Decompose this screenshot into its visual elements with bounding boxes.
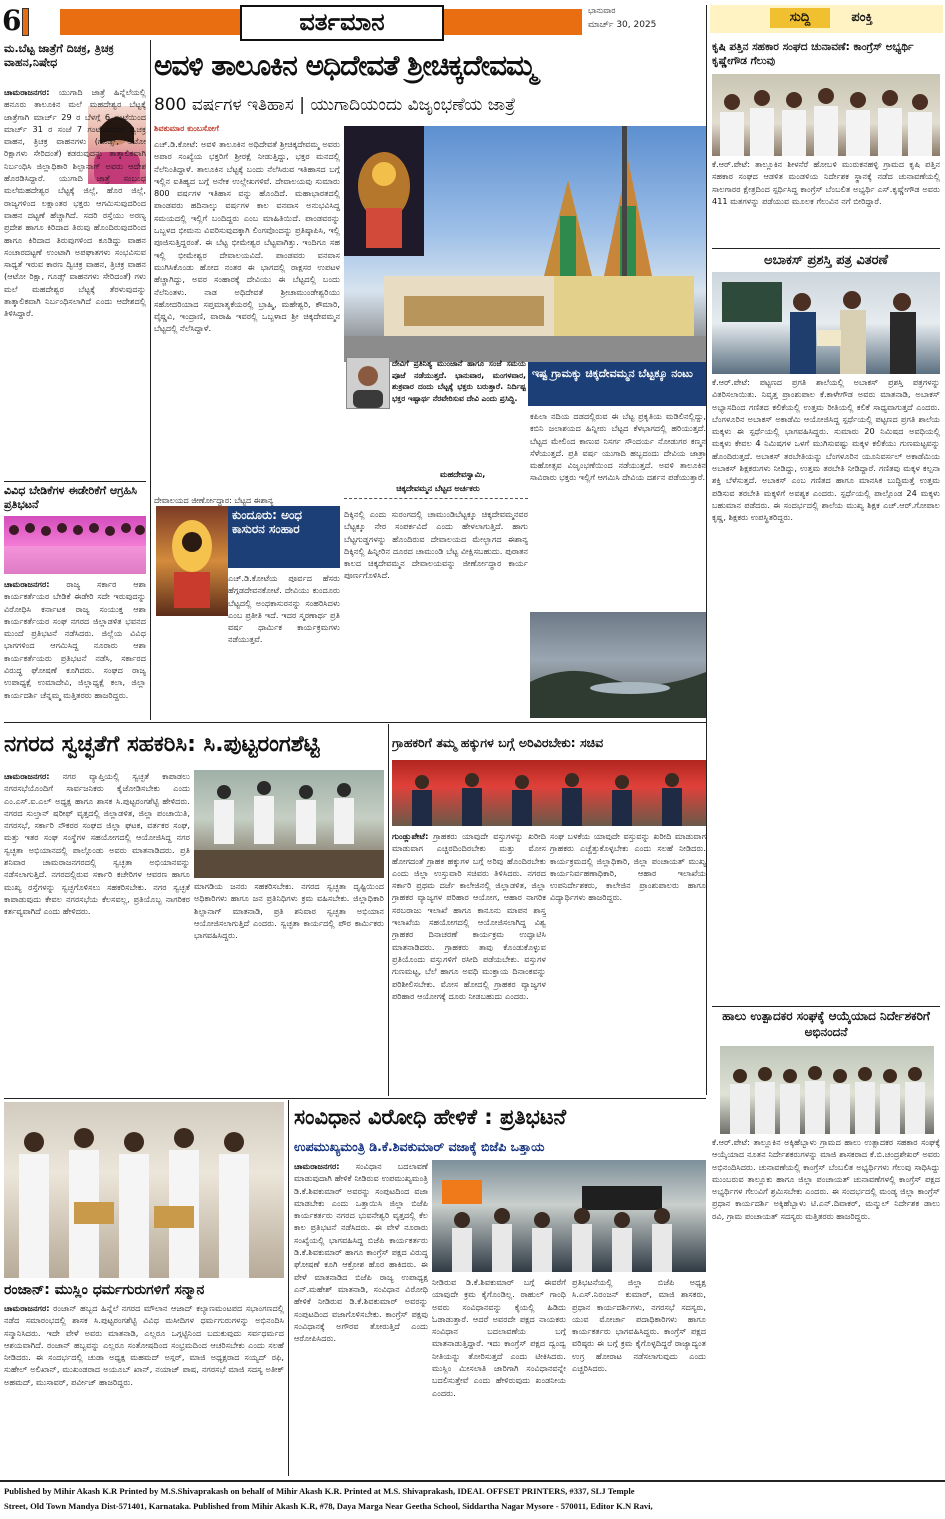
bottom-left-caption: ರಂಜಾನ್: ಮುಸ್ಲಿಂ ಧರ್ಮಗುರುಗಳಿಗೆ ಸನ್ಮಾನ <box>4 1282 205 1298</box>
left-story2-headline: ವಿವಿಧ ಬೇಡಿಕೆಗಳ ಈಡೇರಿಕೆಗೆ ಆಗ್ರಹಿಸಿ ಪ್ರತಿಭಟನೆ <box>4 484 137 511</box>
right-story2-photo <box>712 272 940 374</box>
right-story3-body: ಕೆ.ಆರ್.ಪೇಟೆ: ತಾಲ್ಲೂಕಿನ ಅಕ್ಕಿಹೆಬ್ಬಾಳು ಗ್ರಾಮದ ಹಾಲು ಉತ್ಪಾದಕರ ಸಹಕಾರ ಸಂಘಕ್ಕೆ ಆಯ್ಕೆಯಾದ ನೂತನ ನಿರ್ದೇಶಕರುಗಳನ್ನು ಮಾಜಿ ಶಾಸಕರಾದ ಕೆ.ಬಿ.ಚಂದ್ರಶೇಖರ್ ಅವರು ಅಭಿನಂದಿಸಿದರು. ಚುನಾವಣೆಯಲ್ಲಿ ಕಾಂಗ್ರೆಸ್ ಬೆಂಬಲಿತ ಅಭ್ಯರ್ಥಿಗಳು ಗೆಲುವು ಸಾಧಿಸಿದ್ದು ಮುಂಬರುವ ತಾಲ್ಲೂಕು ಹಾಗೂ ಜಿಲ್ಲಾ ಪಂಚಾಯತ್ ಚುನಾವಣೆಗಳಲ್ಲಿ ಕಾಂಗ್ರೆಸ್ ಪಕ್ಷದ ಅಭ್ಯರ್ಥಿಗಳ ಗೆಲುವಿಗೆ ಶ್ರಮಿಸಬೇಕು ಎಂದರು. ಈ ಸಂದರ್ಭದಲ್ಲಿ ಮಂಡ್ಯ ಜಿಲ್ಲಾ ಕಾಂಗ್ರೆಸ್ ಪ್ರಧಾನ ಕಾರ್ಯದರ್ಶಿ ಅಕ್ಕಿಹೆಬ್ಬಾಳು ಟಿ.ಎನ್.ದಿವಾಕರ್, ಮನ್ಮುಲ್ ನಿರ್ದೇಶಕ ಡಾಲು ರವಿ, ಗ್ರಾಮ ಪಂಚಾಯತ್ ಸದಸ್ಯರು ಮತ್ತಿತರರು ಹಾಜರಿದ್ದರು. <box>712 1137 940 1221</box>
left-story1-dateline: ಚಾಮರಾಜನಗರ: <box>4 87 50 97</box>
bottom-left-dateline: ಚಾಮರಾಜನಗರ: <box>4 1303 50 1313</box>
mid-headline-right: ಗ್ರಾಹಕರಿಗೆ ತಮ್ಮ ಹಕ್ಕುಗಳ ಬಗ್ಗೆ ಅರಿವಿರಬೇಕು: ಸಚಿವ <box>392 735 604 750</box>
lead-col1-text: ಎಚ್.ಡಿ.ಕೋಟೆ: ಅವಳಿ ತಾಲೂಕಿನ ಅಧಿದೇವತೆ ಶ್ರೀಚಿಕ್ಕದೇವಮ್ಮ ಅವರು ಅಪಾರ ಸಂಖ್ಯೆಯ ಭಕ್ತರಿಗೆ ಶ್ರೀರಕ್ಷೆ ನೀಡುತ್ತಿದ್ದು, ಭಕ್ತರ ಮನದಲ್ಲಿ ನೆಲೆನಿಂತಿದ್ದಾಳೆ. ತಾಲೂಕಿನ ಬೆಟ್ಟಕ್ಕೆ ಬಂದು ನೆಲೆಸಿರುವ ಇತಿಹಾಸದ ಬಗ್ಗೆ ಇಲ್ಲಿನ ಐತಿಹ್ಯದ ಬಗ್ಗೆ ಅನೇಕ ಉಲ್ಲೇಖಗಳಿವೆ. ದೇವಾಲಯವು ಸುಮಾರು 800 ವರ್ಷಗಳ ಇತಿಹಾಸ ವನ್ನು ಹೊಂದಿದೆ. ಮಹಾಭಾರತದಲ್ಲಿ ಪಾಂಡವರು ಹದಿನಾಲ್ಕು ವರ್ಷಗಳ ಕಾಲ ವನವಾಸ ಅನುಭವಿಸಿದ್ದ ಸಮಯದಲ್ಲಿ ಇಲ್ಲಿಗೆ ಬಂದಿದ್ದರು ಎಂಬ ಮಾಹಿತಿಯಿದೆ. ಪಾಂಡವರನ್ನು ಒಬ್ಬಳದ ಭೀಮನು ವಿವರಿಸುವುದಕ್ಕಾಗಿ ಲಿಂಗವೊಂದನ್ನು ಪ್ರತಿಷ್ಠಾಪಿಸಿ, ಇಲ್ಲಿ ಪೂಜಿಸುತ್ತಿದ್ದರಂತೆ. ಈ ಬೆಟ್ಟ ಭೀಮೇಶ್ವರ ಬೆಟ್ಟವಾಗಿತ್ತು. ಇಂದಿಗೂ ಸಹ ಇಲ್ಲಿ ಭೀಮೇಶ್ವರ ದೇವಾಲಯವಿದೆ. ಪಾಂಡವರು ವನವಾಸ ಮುಗಿಸಿಕೊಂಡು ಹೋದ ನಂತರ ಈ ಭಾಗದಲ್ಲಿ ರಾಕ್ಷಸರ ಉಪಟಳ ಹೆಚ್ಚಾಗಿದ್ದು, ಅವರ ಸಂಹಾರಕ್ಕೆ ದೇವಿಯು ಈ ಬೆಟ್ಟದಲ್ಲಿ ಬಂದು ನೆಲೆನಿಂತಳು. ನಾಡ ಅಧಿದೇವತೆ ಶ್ರೀಚಾಮುಂಡೇಶ್ವರಿಯು ಸಹೋದರಿಯಾದ ಸಪ್ತಮಾತೃಕೆಯರಲ್ಲಿ ಬ್ರಾಹ್ಮಿ, ಮಹೇಶ್ವರಿ, ಕೌಮಾರಿ, ವೈಷ್ಣವಿ, ಇಂದ್ರಾಣಿ, ವಾರಾಹಿ ಇವರಲ್ಲಿ ಒಬ್ಬಳಾದ ಶ್ರೀ ಚಿಕ್ಕದೇವಮ್ಮನ ಬೆಟ್ಟದಲ್ಲಿ ನೆಲೆಸಿದ್ದಾಳೆ. <box>154 139 340 334</box>
award-icon <box>712 272 940 374</box>
page-number-bar-icon <box>22 8 29 36</box>
pull-quote-text: ದೇವಿಗೆ ಪ್ರತಿನಿತ್ಯ ಮುಂಜಾನೆ ಹಾಗೂ ಸಂಜೆ ಸಮಯ ಪೂಜೆ ನಡೆಯುತ್ತದೆ. ಭಾನುವಾರ, ಮಂಗಳವಾರ, ಶುಕ್ರವಾರ ದಂದು ಬೆಟ್ಟಕ್ಕೆ ಭಕ್ತರು ಬರುತ್ತಾರೆ. ನಿರ್ದಿಷ್ಟ ಭಕ್ತರ ಇಷ್ಟಾರ್ಥ ನೆರವೇರಿಸುವ ದೇವಿ ಎಂದು ಪ್ರಸಿದ್ಧಿ. <box>392 359 526 403</box>
kunduru-body: ಎಚ್.ಡಿ.ಕೋಟೆಯ ಪೂರ್ವದ ಹೆಸರು ಹೆಗ್ಗಡದೇವನಕೋಟೆ. ದೇವಿಯು ಕುಂದೂರು ಬೆಟ್ಟದಲ್ಲಿ ಅಂಧಕಾಸುರನನ್ನು ಸಂಹರಿಸಿದಳು ಎಂಬ ಪ್ರತೀತಿ ಇದೆ. ಇದರ ಸ್ಮರಣಾರ್ಥ ಪ್ರತಿ ವರ್ಷ ಧಾರ್ಮಿಕ ಕಾರ್ಯಕ್ರಮಗಳು ನಡೆಯುತ್ತವೆ. <box>228 573 340 645</box>
mid-right-text: ಗ್ರಾಹಕರು ಯಾವುದೇ ವಸ್ತುಗಳನ್ನು ಖರೀದಿ ಮಾಡುವಾಗ ಎಚ್ಚರದಿಂದಿರಬೇಕು ಮತ್ತು ಮೋಸ ಹೋಗದಂತೆ ಗ್ರಾಹಕ ಹಕ್ಕುಗಳ ಬಗ್ಗೆ ಅರಿವು ಹೊಂದಿರಬೇಕು ಎಂದು ಜಿಲ್ಲಾ ಉಸ್ತುವಾರಿ ಸಚಿವರು ತಿಳಿಸಿದರು. ನಗರದ ಸರ್ಕಾರಿ ಪ್ರಥಮ ದರ್ಜೆ ಕಾಲೇಜಿನಲ್ಲಿ ಜಿಲ್ಲಾಡಳಿತ, ಜಿಲ್ಲಾ ಗ್ರಾಹಕರ ವ್ಯಾಜ್ಯಗಳ ಪರಿಹಾರ ಆಯೋಗ, ಆಹಾರ ನಾಗರಿಕ ಸರಬರಾಜು ಇಲಾಖೆ ಹಾಗೂ ಕಾನೂನು ಮಾಪನ ಶಾಸ್ತ್ರ ಇಲಾಖೆಯ ಸಹಯೋಗದಲ್ಲಿ ಆಯೋಜಿಸಲಾಗಿದ್ದ ವಿಶ್ವ ಗ್ರಾಹಕರ ದಿನಾಚರಣೆ ಕಾರ್ಯಕ್ರಮ ಉದ್ಘಾಟಿಸಿ ಮಾತನಾಡಿದರು. ಗ್ರಾಹಕರು ತಾವು ಕೊಂಡುಕೊಳ್ಳುವ ಪ್ರತಿಯೊಂದು ವಸ್ತುಗಳಿಗೆ ರಸೀದಿ ಪಡೆಯಬೇಕು. ವಸ್ತುಗಳ ಗುಣಮಟ್ಟ, ಬೆಲೆ ಹಾಗೂ ಅವಧಿ ಮುಕ್ತಾಯ ದಿನಾಂಕವನ್ನು ಪರಿಶೀಲಿಸಬೇಕು. ಮೋಸ ಹೋದಲ್ಲಿ ಗ್ರಾಹಕರ ವ್ಯಾಜ್ಯಗಳ ಪರಿಹಾರ ಆಯೋಗಕ್ಕೆ ದೂರು ನೀಡಬಹುದು ಎಂದರು. <box>392 831 546 1001</box>
mid-right-dateline: ಗುಂಡ್ಲುಪೇಟೆ: <box>392 831 429 841</box>
footer-line1: Published by Mihir Akash K.R Printed by M.S.Shivaprakash on behalf of Mihir Akash K.R. Printed at M.S. Shivaprakash, IDEAL OFFSET PRINTERS, #337, SLJ Temple <box>4 1486 635 1496</box>
pull-quote-name: ಮಹದೇವಸ್ವಾಮಿ, <box>440 470 486 479</box>
left-story1-headline: ಮ.ಬೆಟ್ಟ ಜಾತ್ರೆಗೆ ದಿಚಕ್ರ, ತ್ರಿಚಕ್ರ ವಾಹನ,ನಿಷೇಧ <box>4 42 114 69</box>
left-story2-text: ರಾಜ್ಯ ಸರ್ಕಾರ ಆಶಾ ಕಾರ್ಯಕರ್ತೆಯರ ಬೇಡಿಕೆ ಈಡೇರಿ ಸದೇ ಇರುವುದನ್ನು ವಿರೋಧಿಸಿ ಕರ್ನಾಟಕ ರಾಜ್ಯ ಸಂಯುಕ್ತ ಆಶಾ ಕಾರ್ಯಕರ್ತೆಯರ ಸಂಘ ನಗರದ ಜಿಲ್ಲಾಡಳಿತ ಭವನದ ಮುಂದೆ ಪ್ರತಿಭಟನೆ ನಡೆಸಿದರು. ಜಿಲ್ಲೆಯ ವಿವಿಧ ಭಾಗಗಳಿಂದ ಆಗಮಿಸಿದ್ದ ನೂರಾರು ಆಶಾ ಕಾರ್ಯಕರ್ತೆಯರು ಪ್ರತಿಭಟನೆ ನಡೆಸಿ, ಸರ್ಕಾರದ ವಿರುದ್ಧ ಘೋಷಣೆ ಕೂಗಿದರು. ಸಂಘದ ರಾಜ್ಯ ಉಪಾಧ್ಯಕ್ಷೆ ಉಮಾದೇವಿ, ಜಿಲ್ಲಾಧ್ಯಕ್ಷೆ ಕಲಾ, ಜಿಲ್ಲಾ ಕಾರ್ಯದರ್ಶಿ ಚೆನ್ನಮ್ಮ ಮತ್ತಿತರರು ಹಾಜರಿದ್ದರು. <box>4 579 146 700</box>
bottom-right-body-b: ನೀಡಿರುವ ಡಿ.ಕೆ.ಶಿವಕುಮಾರ್ ಬಗ್ಗೆ ಈವರೆಗೆ ಯಾವುದೇ ಕ್ರಮ ಕೈಗೊಂಡಿಲ್ಲ. ರಾಹುಲ್ ಗಾಂಧಿ ಅವರು ಸಂವಿಧಾನವನ್ನು ಕೈಯಲ್ಲಿ ಹಿಡಿದು ಓಡಾಡುತ್ತಾರೆ. ಆದರೆ ಅವರದೇ ಪಕ್ಷದ ನಾಯಕರು ಸಂವಿಧಾನ ಬದಲಾವಣೆಯ ಬಗ್ಗೆ ಮಾತನಾಡುತ್ತಿದ್ದಾರೆ. ಇದು ಕಾಂಗ್ರೆಸ್ ಪಕ್ಷದ ದ್ವಂದ್ವ ನೀತಿಯನ್ನು ತೋರಿಸುತ್ತದೆ ಎಂದು ಟೀಕಿಸಿದರು. ಮುಸ್ಲಿಂ ಮೀಸಲಾತಿ ಜಾರಿಗಾಗಿ ಸಂವಿಧಾನವನ್ನೇ ಬದಲಿಸುತ್ತೇವೆ ಎಂದು ಹೇಳಿರುವುದು ಖಂಡನೀಯ ಎಂದರು. <box>432 1277 566 1398</box>
landscape-icon <box>530 612 706 718</box>
bottom-right-body-a <box>294 1160 428 1476</box>
mid-headline-left: ನಗರದ ಸ್ವಚ್ಛತೆಗೆ ಸಹಕರಿಸಿ: ಸಿ.ಪುಟ್ಟರಂಗಶೆಟ್ಟಿ <box>4 732 320 757</box>
right-panel-title-a: ಸುದ್ದಿ <box>770 8 830 28</box>
hills-photo <box>530 612 706 718</box>
lead-headline: ಅವಳಿ ತಾಲೂಕಿನ ಅಧಿದೇವತೆ ಶ್ರೀಚಿಕ್ಕದೇವಮ್ಮ <box>154 49 536 82</box>
lead-byline: ಶಿವಕುಮಾರ ಕುಂಬಸೋಗೆ <box>154 124 219 133</box>
lead-col2 <box>344 508 528 718</box>
left-story1-body <box>4 86 146 479</box>
crowd-icon <box>4 516 146 574</box>
paper-name: ವರ್ತಮಾನ <box>299 8 385 36</box>
cleanup-icon <box>194 770 384 878</box>
bottom-right-body-c: ಪ್ರತಿಭಟನೆಯಲ್ಲಿ ಜಿಲ್ಲಾ ಬಿಜೆಪಿ ಅಧ್ಯಕ್ಷ ಸಿ.ಎಸ್.ನಿರಂಜನ್ ಕುಮಾರ್, ಮಾಜಿ ಶಾಸಕರು, ಪ್ರಧಾನ ಕಾರ್ಯದರ್ಶಿಗಳು, ನಗರಸಭೆ ಸದಸ್ಯರು, ಯುವ ಮೋರ್ಚಾ ಪದಾಧಿಕಾರಿಗಳು ಹಾಗೂ ಕಾರ್ಯಕರ್ತರು ಭಾಗವಹಿಸಿದ್ದರು. ಕಾಂಗ್ರೆಸ್ ಪಕ್ಷದ ವರಿಷ್ಠರು ಈ ಬಗ್ಗೆ ಕ್ರಮ ಕೈಗೊಳ್ಳದಿದ್ದರೆ ರಾಜ್ಯಾದ್ಯಂತ ಉಗ್ರ ಹೋರಾಟ ನಡೆಸಲಾಗುವುದು ಎಂದು ಎಚ್ಚರಿಸಿದರು. <box>572 1277 706 1374</box>
right-story2-headline: ಅಬಾಕಸ್ ಪ್ರಶಸ್ತಿ ಪತ್ರ ವಿತರಣೆ <box>764 253 888 268</box>
masthead-day: ಭಾನುವಾರ <box>588 6 616 15</box>
right-panel-title-b: ಪಂಕ್ತಿ <box>851 10 873 25</box>
deity-icon <box>156 506 228 616</box>
lead-col3 <box>530 410 706 610</box>
right-story1-body: ಕೆ.ಆರ್.ಪೇಟೆ: ತಾಲ್ಲೂಕಿನ ಶೀಳನೆರೆ ಹೋಬಳಿ ಮುರುಕನಹಳ್ಳಿ ಗ್ರಾಮದ ಕೃಷಿ ಪತ್ತಿನ ಸಹಕಾರ ಸಂಘದ ಆಡಳಿತ ಮಂಡಳಿಯ ನಿರ್ದೇಶಕ ಸ್ಥಾನಕ್ಕೆ ನಡೆದ ಚುನಾವಣೆಯಲ್ಲಿ ಸಾಲಗಾರರ ಕ್ಷೇತ್ರದಿಂದ ಸ್ಪರ್ಧಿಸಿದ್ದ ಕಾಂಗ್ರೆಸ್ ಬೆಂಬಲಿತ ಅಭ್ಯರ್ಥಿ ಎಸ್.ಕೃಷ್ಣೇಗೌಡ ಅವರು 411 ಮತಗಳನ್ನು ಪಡೆಯುವ ಮೂಲಕ ಗೆಲುವಿನ ನಗೆ ಬೀರಿದ್ದಾರೆ. <box>712 159 940 206</box>
group-icon <box>712 74 940 156</box>
masthead-date: ಮಾರ್ಚ್ 30, 2025 <box>588 20 657 30</box>
left-story2-photo <box>4 516 146 574</box>
lead-subheadline: 800 ವರ್ಷಗಳ ಇತಿಹಾಸ | ಯುಗಾದಿಯಂದು ವಿಜೃಂಭಣೆಯ ಜಾತ್ರೆ <box>154 95 516 115</box>
right-story1-headline: ಕೃಷಿ ಪತ್ತಿನ ಸಹಕಾರ ಸಂಘದ ಚುನಾವಣೆ: ಕಾಂಗ್ರೆಸ್ ಅಭ್ಯರ್ಥಿ ಕೃಷ್ಣೇಗೌಡ ಗೆಲುವು <box>712 41 914 67</box>
mid-left-photo <box>194 770 384 878</box>
mid-left-text: ನಗರ ವ್ಯಾಪ್ತಿಯಲ್ಲಿ ಸ್ವಚ್ಛತೆ ಕಾಪಾಡಲು ನಗರಸಭೆಯೊಂದಿಗೆ ಸಾರ್ವಜನಿಕರು ಕೈಜೋಡಿಸಬೇಕು ಎಂದು ಎಂ.ಎಸ್.ಐ.ಎಲ್ ಅಧ್ಯಕ್ಷ ಹಾಗೂ ಶಾಸಕ ಸಿ.ಪುಟ್ಟರಂಗಶೆಟ್ಟಿ ಹೇಳಿದರು. ನಗರದ ಸುಲ್ತಾನ್ ಷರೀಫ್ ವೃತ್ತದಲ್ಲಿ ಜಿಲ್ಲಾಡಳಿತ, ಜಿಲ್ಲಾ ಪಂಚಾಯಿತಿ, ನಗರಸಭೆ, ಸರ್ಕಾರಿ ನೌಕರರ ಸಂಘದ ಜಿಲ್ಲಾ ಘಟಕ, ವರ್ತಕರ ಸಂಘ, ಮತ್ತು ಇತರ ಸಂಘ ಸಂಸ್ಥೆಗಳ ಸಹಯೋಗದಲ್ಲಿ ಆಯೋಜಿಸಿದ್ದ ನಗರ ಸ್ವಚ್ಛತಾ ಅಭಿಯಾನದಲ್ಲಿ ಪಾಲ್ಗೊಂಡು ಅವರು ಮಾತನಾಡಿದರು. ಪ್ರತಿ ಶನಿವಾರ ಚಾಮರಾಜನಗರದಲ್ಲಿ ಸ್ವಚ್ಛತಾ ಅಭಿಯಾನವನ್ನು ನಡೆಸಲಾಗುತ್ತಿದೆ. ನಗರದಲ್ಲಿರುವ ಸರ್ಕಾರಿ ಕಚೇರಿಗಳ ಆವರಣ ಹಾಗೂ ಮುಖ್ಯ ರಸ್ತೆಗಳನ್ನು ಸ್ವಚ್ಛಗೊಳಿಸಲು ಸಹಕರಿಸಬೇಕು. ನಗರ ಸ್ವಚ್ಛತೆ ಕಾಪಾಡುವುದು ಕೇವಲ ನಗರಸಭೆಯ ಕೆಲಸವಲ್ಲ, ಪ್ರತಿಯೊಬ್ಬ ನಾಗರಿಕರ ಕರ್ತವ್ಯವಾಗಿದೆ ಎಂದು ಹೇಳಿದರು. <box>4 771 190 917</box>
left-story1-text: ಯುಗಾದಿ ಜಾತ್ರೆ ಹಿನ್ನೆಲೆಯಲ್ಲಿ ಹನೂರು ತಾಲೂಕಿನ ಮಲೆ ಮಹದೇಶ್ವರ ಬೆಟ್ಟಕ್ಕೆ ಜಾತ್ರೆಗಾಗಿ ಮಾರ್ಚ್ 29 ರ ಬೆಳಗ್ಗೆ 6 ಗಂಟೆಯಿಂದ ಮಾರ್ಚ್ 31 ರ ಸಂಜೆ 7 ಗಂಟೆಯವರೆಗೆ ದ್ವಿಚಕ್ರ ವಾಹನ, ತ್ರಿಚಕ್ರ ವಾಹನಗಳು (ಗೂಡ್ಸ್, ಆಟೋ ರಿಕ್ಷಾಗಳು ಸೇರಿದಂತೆ) ಕಡರುವುದನ್ನು ತಾತ್ಕಾಲಿಕವಾಗಿ ನಿರ್ಬಂಧಿಸಿ ಜಿಲ್ಲಾಧಿಕಾರಿ ಶಿಲ್ಪಾನಾಗ್ ಅವರು ಆದೇಶ ಹೊರಡಿಸಿದ್ದಾರೆ. ಯುಗಾದಿ ಜಾತ್ರೆ ಸಂಬಂಧ ಮಲೆಮಹದೇಶ್ವರ ಬೆಟ್ಟಕ್ಕೆ ಜಿಲ್ಲೆ, ಹೊರ ಜಿಲ್ಲೆ, ರಾಜ್ಯಗಳಿಂದ ಲಕ್ಷಾಂತರ ಭಕ್ತರು ಆಗಮಿಸುವುದರಿಂದ ವಾಹನ ದಟ್ಟಣೆ ಹೆಚ್ಚಾಗಿದೆ. ಸದರಿ ರಸ್ತೆಯು ಅರಣ್ಯ ಪ್ರದೇಶ ಹಾಗೂ ಕಿರಿದಾದ ತಿರುವು ಹೊಂದಿರುವುದರಿಂದ ಹಾಗೂ ಕಿರಿದಾದ ತಿರುವುಗಳಿಂದ ಕೂಡಿದ್ದು ವಾಹನ ಸಂಚಾರದಟ್ಟಣೆ ಉಂಟಾಗಿ ಅಪಘಾತಗಳು ಸಂಭವಿಸುವ ಸಾಧ್ಯತೆ ಇರುವ ಕಾರಣ ದ್ವಿಚಕ್ರ ವಾಹನ, ತ್ರಿಚಕ್ರ ವಾಹನ (ಆಟೋ ರಿಕ್ಷಾ, ಗೂಡ್ಸ್ ವಾಹನಗಳು ಸೇರಿದಂತೆ) ಗಳು ಮಲೆ ಮಹದೇಶ್ವರ ಬೆಟ್ಟಕ್ಕೆ ತೆರಳುವುದನ್ನು ತಾತ್ಕಾಲಿಕವಾಗಿ ನಿರ್ಬಂಧಿಸಲಾಗಿದೆ ಎಂದು ಆದೇಶದಲ್ಲಿ ತಿಳಿಸಿದ್ದಾರೆ. <box>4 87 146 319</box>
group-icon <box>720 1046 934 1134</box>
bottom-right-headline: ಸಂವಿಧಾನ ವಿರೋಧಿ ಹೇಳಿಕೆ : ಪ್ರತಿಭಟನೆ <box>294 1105 567 1129</box>
lead-col2-text: ದಿಕ್ಕಿನಲ್ಲಿ ಎಂದು ಸುರಂಗದಲ್ಲಿ ಚಾಮುಂಡಿಬೆಟ್ಟಕ್ಕೂ ಚಿಕ್ಕದೇವಮ್ಮನವರ ಬೆಟ್ಟಕ್ಕೂ ನೇರ ಸಂಪರ್ಕವಿದೆ ಎಂದು ಹೇಳಲಾಗುತ್ತಿದೆ. ಹಾಗು ಬೆಟ್ಟಗುಡ್ಡಗಳನ್ನು ಹೊಂದಿರುವ ದೇವಾಲಯದ ಮೇಲ್ಭಾಗದ ಈಶಾನ್ಯ ದಿಕ್ಕಿನಲ್ಲಿ ಹಿನ್ನೀರಿನ ದೂರದ ಚಾಮುಂಡಿ ಬೆಟ್ಟ ವೀಕ್ಷಿಸಬಹುದು. ಪುರಾತನ ಕಾಲದ ಚಿಕ್ಕದೇವಮ್ಮನ ದೇವಾಲಯವನ್ನು ಜೀರ್ಣೋದ್ಧಾರ ಕಾರ್ಯ ಪೂರ್ಣಗೊಳಿಸಿದೆ. <box>344 509 528 581</box>
stage-icon <box>392 760 706 826</box>
mid-right-photo <box>392 760 706 826</box>
mid-left-body-b: ಮಾಗಡಿಯ ಜನರು ಸಹಕರಿಸಬೇಕು. ನಗರದ ಸ್ವಚ್ಛತಾ ದೃಷ್ಟಿಯಿಂದ ಅಧಿಕಾರಿಗಳು ಹಾಗೂ ಜನ ಪ್ರತಿನಿಧಿಗಳು ಕ್ರಮ ವಹಿಸಬೇಕು. ಜಿಲ್ಲಾಧಿಕಾರಿ ಶಿಲ್ಪಾನಾಗ್ ಮಾತನಾಡಿ, ಪ್ರತಿ ಶನಿವಾರ ಸ್ವಚ್ಛತಾ ಅಭಿಯಾನ ಆಯೋಜಿಸಲಾಗುತ್ತಿದೆ ಎಂದರು. ಸ್ವಚ್ಛತಾ ಕಾರ್ಯದಲ್ಲಿ ಪೌರ ಕಾರ್ಮಿಕರು ಭಾಗವಹಿಸಿದ್ದರು. <box>194 881 384 941</box>
right-story3-headline: ಹಾಲು ಉತ್ಪಾದಕರ ಸಂಘಕ್ಕೆ ಆಯ್ಕೆಯಾದ ನಿರ್ದೇಶಕರಿಗೆ ಅಭಿನಂದನೆ <box>722 1009 930 1039</box>
protest-icon <box>432 1160 706 1272</box>
pull-quote-role: ಚಿಕ್ಕದೇವಮ್ಮನ ಬೆಟ್ಟದ ಅರ್ಚಕರು <box>396 484 480 493</box>
mid-right-body-b: ಸಂಘ ಬಳಕೆಯ ಯಾವುದೇ ವಸ್ತುವನ್ನು ಖರೀದಿ ಮಾಡುವಾಗ ಗ್ರಾಹಕರು ಎಚ್ಚೆತ್ತುಕೊಳ್ಳಬೇಕು ಎಂದು ಸಲಹೆ ನೀಡಿದರು. ಕಾರ್ಯಕ್ರಮದಲ್ಲಿ ಜಿಲ್ಲಾಧಿಕಾರಿ, ಜಿಲ್ಲಾ ಪಂಚಾಯತ್ ಮುಖ್ಯ ಕಾರ್ಯನಿರ್ವಹಣಾಧಿಕಾರಿ, ಆಹಾರ ಇಲಾಖೆಯ ಉಪನಿರ್ದೇಶಕರು, ಕಾಲೇಜಿನ ಪ್ರಾಂಶುಪಾಲರು ಹಾಗೂ ವಿದ್ಯಾರ್ಥಿಗಳು ಹಾಜರಿದ್ದರು. <box>550 831 706 903</box>
left-story2-dateline: ಚಾಮರಾಜನಗರ: <box>4 579 50 589</box>
kunduru-photo <box>156 506 228 616</box>
lead-col1-more: ದೇವಾಲಯದ ಜೀರ್ಣೋದ್ಧಾರ: ಬೆಟ್ಟದ ಈಶಾನ್ಯ <box>154 496 340 506</box>
bottom-left-photo <box>4 1102 284 1278</box>
temple-icon <box>344 126 706 362</box>
bottom-right-text-a: ಸಂವಿಧಾನ ಬದಲಾವಣೆ ಮಾಡುವುದಾಗಿ ಹೇಳಿಕೆ ನೀಡಿರುವ ಉಪಮುಖ್ಯಮಂತ್ರಿ ಡಿ.ಕೆ.ಶಿವಕುಮಾರ್ ಅವರನ್ನು ಸಂಪುಟದಿಂದ ವಜಾ ಮಾಡಬೇಕು ಎಂದು ಒತ್ತಾಯಿಸಿ ಜಿಲ್ಲಾ ಬಿಜೆಪಿ ಕಾರ್ಯಕರ್ತರು ನಗರದ ಭುವನೇಶ್ವರಿ ವೃತ್ತದಲ್ಲಿ ಕೆಲ ಕಾಲ ಪ್ರತಿಭಟನೆ ನಡೆಸಿದರು. ಈ ವೇಳೆ ನೂರಾರು ಸಂಖ್ಯೆಯಲ್ಲಿ ಭಾಗವಹಿಸಿದ್ದ ಬಿಜೆಪಿ ಕಾರ್ಯಕರ್ತರು ಡಿ.ಕೆ.ಶಿವಕುಮಾರ್ ಹಾಗೂ ಕಾಂಗ್ರೆಸ್ ಪಕ್ಷದ ವಿರುದ್ಧ ಘೋಷಣೆ ಕೂಗಿ ಆಕ್ರೋಶ ಹೊರ ಹಾಕಿದರು. ಈ ವೇಳೆ ಮಾತನಾಡಿದ ಬಿಜೆಪಿ ರಾಜ್ಯ ಉಪಾಧ್ಯಕ್ಷ ಎನ್.ಮಹೇಶ್ ಮಾತನಾಡಿ, ಸಂವಿಧಾನ ವಿರೋಧಿ ಹೇಳಿಕೆ ನೀಡಿರುವ ಡಿ.ಕೆ.ಶಿವಕುಮಾರ್ ಅವರನ್ನು ಸಂಪುಟದಿಂದ ವಜಾಗೊಳಿಸಬೇಕು. ಕಾಂಗ್ರೆಸ್ ಪಕ್ಷವು ಸಂವಿಧಾನಕ್ಕೆ ಅಗೌರವ ತೋರುತ್ತಿದೆ ಎಂದು ಆರೋಪಿಸಿದರು. <box>294 1161 428 1344</box>
bottom-right-photo <box>432 1160 706 1272</box>
left-story2-body <box>4 578 146 718</box>
right-story1-photo <box>712 74 940 156</box>
felicitation-icon <box>4 1102 284 1278</box>
right-story2-body: ಕೆ.ಆರ್.ಪೇಟೆ: ಪಟ್ಟಣದ ಪ್ರಗತಿ ಶಾಲೆಯಲ್ಲಿ ಅಬಾಕಸ್ ಪ್ರಶಸ್ತಿ ಪತ್ರಗಳನ್ನು ವಿತರಿಸಲಾಯಿತು. ನಿವೃತ್ತ ಪ್ರಾಂಶುಪಾಲ ಕೆ.ಕಾಳೇಗೌಡ ಅವರು ಮಾತನಾಡಿ, ಅಬಾಕಸ್ ಅಭ್ಯಾಸದಿಂದ ಗಣಿತದ ಕಲಿಕೆಯಲ್ಲಿ ಉತ್ತಮ ರೀತಿಯಲ್ಲಿ ಕಲಿಕೆ ಸಾಧ್ಯವಾಗುತ್ತದೆ ಎಂದರು. ಬೆಂಗಳೂರಿನ ಅಬಾಕಸ್ ಅಕಾಡೆಮಿ ಆಯೋಜಿಸಿದ್ದ ಸ್ಪರ್ಧೆಯಲ್ಲಿ ಪಟ್ಟಣದ ಪ್ರಗತಿ ಶಾಲೆಯ ಮಕ್ಕಳು ಈ ಸ್ಪರ್ಧೆಯಲ್ಲಿ ಭಾಗವಹಿಸಿದ್ದರು. ಸುಮಾರು 20 ನಿಮಿಷದ ಅವಧಿಯಲ್ಲಿ ಮಕ್ಕಳು ಕೇವಲ 4 ನಿಮಿಷಗಳ ಒಳಗೆ ಮುಗಿಸುವಷ್ಟು ಮಕ್ಕಳ ಕಲಿಕೆಯು ಗುಣಮಟ್ಟವನ್ನು ಹೊಂದಿರುತ್ತದೆ. ಅಬಾಕಸ್ ತರಬೇತಿಯನ್ನು ಬೆಂಗಳೂರಿನ ಯೂನಿವರ್ಸಲ್ ಅಕಾಡೆಮಿಯ ಅಬಾಕಸ್ ಶಿಕ್ಷಕರುಗಳು ನೀಡಿದ್ದು, ಉತ್ತಮ ತರಬೇತಿ ನೀಡಿದ್ದಾರೆ. ಗಣಿತವು ಮಕ್ಕಳ ಕಲ್ಪನಾ ಶಕ್ತಿ ಬೆಳೆಸುತ್ತದೆ. ಅಬಾಕಸ್ ಎಂಬ ಗಣಿತದ ಹಾಗೂ ಮಾನಸಿಕ ಬುದ್ಧಿಮತ್ತೆ ಉತ್ತಮ ಪಡಿಸುವ ತರಬೇತಿ ಮಕ್ಕಳಿಗೆ ಅವಶ್ಯಕ ಎಂದರು. ಸ್ಪರ್ಧೆಯಲ್ಲಿ ಪಾಲ್ಗೊಂಡ 24 ಮಕ್ಕಳು ಬಹುಮಾನ ಪಡೆದರು. ಈ ಸಂದರ್ಭದಲ್ಲಿ ಶಾಲೆಯ ಮುಖ್ಯ ಶಿಕ್ಷಕ ಎಚ್.ಆರ್.ಗೋಪಾಲ ಕೃಷ್ಣ, ಶಿಕ್ಷಕರು ಉಪಸ್ಥಿತರಿದ್ದರು. <box>712 377 940 523</box>
mid-right-body <box>392 830 546 1096</box>
blue-box-text: ಇಷ್ಟ ಗ್ರಾಮಕ್ಕು ಚಿಕ್ಕದೇವಮ್ಮನ ಬೆಟ್ಟಕ್ಕೂ ನಂಟು <box>532 367 693 380</box>
bottom-left-text: ರಂಜಾನ್ ಹಬ್ಬದ ಹಿನ್ನೆಲೆ ನಗರದ ಮೌಲಾನ ಆಜಾದ್ ಕಲ್ಯಾಣಮಂಟಪದ ಸಭಾಂಗಣದಲ್ಲಿ ನಡೆದ ಸಮಾರಂಭದಲ್ಲಿ ಶಾಸಕ ಸಿ.ಪುಟ್ಟರಂಗಶೆಟ್ಟಿ ವಿವಿಧ ಮಸೀದಿಗಳ ಧರ್ಮಗುರುಗಳನ್ನು ಅಭಿನಂದಿಸಿ ಸನ್ಮಾನಿಸಿದರು. ಇದೇ ವೇಳೆ ಅವರು ಮಾತನಾಡಿ, ಎಲ್ಲರೂ ಒಗ್ಗಟ್ಟಿನಿಂದ ಬದುಕುವುದು ಸರ್ವಧರ್ಮದ ಆಶಯವಾಗಿದೆ. ರಂಜಾನ್ ಹಬ್ಬವನ್ನು ಎಲ್ಲರೂ ಸಂತೋಷದಿಂದ ಸಂಭ್ರಮದಿಂದ ಆಚರಿಸಬೇಕು ಎಂದು ಸಲಹೆ ನೀಡಿದರು. ಈ ಸಂದರ್ಭದಲ್ಲಿ ಚುಡಾ ಅಧ್ಯಕ್ಷ ಮಹಮದ್ ಅಸ್ಗರ್, ಮಾಜಿ ಅಧ್ಯಕ್ಷರಾದ ಸಯ್ಯದ್ ರಫಿ, ಸುಹೇಲ್ ಅಲಿಖಾನ್, ಮುಖಂಡರಾದ ಅಯೂಬ್ ಖಾನ್, ನಯಾಜ್ ಪಾಷ, ನಗರಸಭೆ ಮಾಜಿ ಸದಸ್ಯ ಅತೀಕ್ ಅಹಮದ್, ಮುಸಾವರ್, ಪರ್ವೀಜ್ ಹಾಜರಿದ್ದರು. <box>4 1303 284 1387</box>
mid-left-body <box>4 770 190 1096</box>
lead-col3-text: ಕಪಿಲಾ ನದಿಯ ದಡದಲ್ಲಿರುವ ಈ ಬೆಟ್ಟ ಪ್ರಕೃತಿಯ ಮಡಿಲಿನಲ್ಲಿದ್ದು, ಕಬಿನಿ ಜಲಾಶಯದ ಹಿನ್ನೀರು ಬೆಟ್ಟದ ಕೆಳಭಾಗದಲ್ಲಿ ಹರಿಯುತ್ತದೆ. ಬೆಟ್ಟದ ಮೇಲಿಂದ ಕಾಣುವ ನಿಸರ್ಗ ಸೌಂದರ್ಯ ನೋಡುಗರ ಕಣ್ಮನ ಸೆಳೆಯುತ್ತದೆ. ಪ್ರತಿ ವರ್ಷ ಯುಗಾದಿ ಹಬ್ಬದಂದು ದೇವಿಯ ಜಾತ್ರಾ ಮಹೋತ್ಸವ ವಿಜೃಂಭಣೆಯಿಂದ ನಡೆಯುತ್ತದೆ. ಅವಳಿ ತಾಲೂಕಿನ ಸಾವಿರಾರು ಭಕ್ತರು ಇಲ್ಲಿಗೆ ಆಗಮಿಸಿ ದೇವಿಯ ದರ್ಶನ ಪಡೆಯುತ್ತಾರೆ. <box>530 411 706 483</box>
mid-left-dateline: ಚಾಮರಾಜನಗರ: <box>4 771 50 781</box>
pull-quote-divider <box>344 498 528 499</box>
temple-photo <box>344 126 706 362</box>
footer-line2: Street, Old Town Mandya Dist-571401, Karnataka. Published from Mihir Akash K.R, #78, Daya Marga Near Geetha School, Siddartha Nagar Mysore - 570011, Editor K.N Ravi, <box>4 1501 653 1511</box>
page-number: 6 <box>2 4 22 37</box>
bottom-right-dateline: ಚಾಮರಾಜನಗರ: <box>294 1161 340 1171</box>
kunduru-title: ಕುಂದೂರು: ಅಂಧ ಕಾಸುರನ ಸಂಹಾರ <box>232 508 303 536</box>
bottom-right-subheadline: ಉಪಮುಖ್ಯಮಂತ್ರಿ ಡಿ.ಕೆ.ಶಿವಕುಮಾರ್ ವಜಾಕ್ಕೆ ಬಿಜೆಪಿ ಒತ್ತಾಯ <box>294 1139 545 1154</box>
bottom-left-body <box>4 1302 284 1476</box>
right-story3-photo <box>720 1046 934 1134</box>
